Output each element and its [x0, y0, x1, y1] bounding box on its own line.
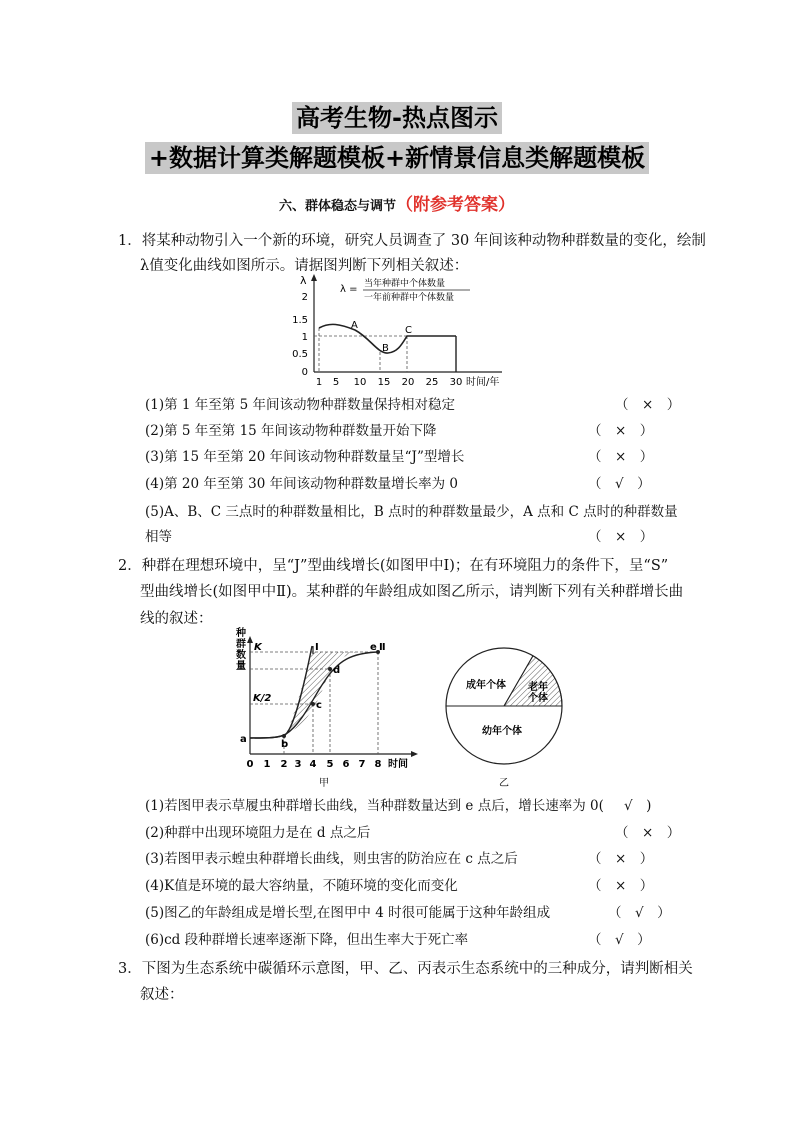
- q2-item-1: (1)若图甲表示草履虫种群增长曲线，当种群数量达到 e 点后，增长速率为 0(: [145, 798, 604, 814]
- q3-stem-line-1: 3．下图为生态系统中碳循环示意图，甲、乙、丙表示生态系统中的三种成分，请判断相关: [118, 961, 693, 977]
- q2-point-a: a: [240, 734, 247, 745]
- q1-item-1: (1)第 1 年至第 5 年间该动物种群数量保持相对稳定: [145, 397, 455, 413]
- q1-item-4: (4)第 20 年至第 30 年间该动物种群数量增长率为 0: [145, 476, 459, 492]
- answer-note: （附参考答案）: [396, 195, 515, 215]
- q1-point-b: B: [382, 343, 389, 354]
- q2-y-label-char: 量: [236, 661, 246, 672]
- q2-x-tick: 8: [374, 759, 382, 770]
- q2-pie-old-2: 个体: [528, 693, 548, 704]
- q2-point-c: c: [316, 700, 322, 711]
- q2-item-4: (4)K值是环境的最大容纳量，不随环境的变化而变化: [145, 878, 458, 894]
- q2-point-b: b: [281, 739, 289, 750]
- q2-item-2: (2)种群中出现环境阻力是在 d 点之后: [145, 825, 371, 841]
- q2-pie-young: 幼年个体: [482, 726, 522, 737]
- q2-k-label: K: [254, 642, 262, 653]
- q1-lambda-chart: [270, 272, 510, 390]
- title-line-2: [0, 142, 794, 174]
- q1-item-2: (2)第 5 年至第 15 年间该动物种群数量开始下降: [145, 423, 437, 439]
- q2-x-tick: 4: [309, 759, 317, 770]
- q1-formula-lhs: λ =: [340, 284, 358, 295]
- q2-stem-line-2: 型曲线增长(如图甲中Ⅱ)。某种群的年龄组成如图乙所示，请判断下列有关种群增长曲: [140, 584, 684, 600]
- q2-x-axis-label: 时间: [388, 759, 408, 770]
- q2-k2-label: K/2: [253, 693, 272, 704]
- q2-x-tick: 0: [246, 759, 254, 770]
- q2-item-3-answer: （ × ）: [588, 851, 654, 867]
- q2-item-3: (3)若图甲表示蝗虫种群增长曲线，则虫害的防治应在 c 点之后: [145, 851, 518, 867]
- q1-x-axis-label: 时间/年: [466, 377, 500, 388]
- q2-curve-1-label: Ⅰ: [315, 642, 319, 653]
- q2-growth-chart: [228, 626, 423, 790]
- title-line-1: [0, 102, 794, 134]
- q2-item-6: (6)cd 段种群增长速率逐渐下降，但出生率大于死亡率: [145, 932, 469, 948]
- q2-x-tick: 7: [358, 759, 366, 770]
- q3-stem-line-2: 叙述：: [140, 987, 184, 1003]
- q1-y-tick: 0: [301, 367, 308, 378]
- section-heading: [0, 190, 794, 215]
- q1-point-c: C: [405, 325, 412, 336]
- q2-point-d: d: [333, 665, 341, 676]
- q2-x-tick: 5: [326, 759, 334, 770]
- q2-item-6-answer: （ √ ）: [588, 932, 651, 948]
- title-main: 高考生物-热点图示: [292, 102, 502, 134]
- q1-x-tick: 30: [449, 377, 463, 388]
- q2-y-label-char: 种: [236, 628, 246, 639]
- q1-item-4-answer: （ √ ）: [588, 476, 651, 492]
- q2-x-tick: 6: [342, 759, 350, 770]
- q2-item-5-answer: （ √ ）: [608, 905, 671, 921]
- q1-item-2-answer: （ × ）: [588, 423, 654, 439]
- q1-item-5-cont: 相等: [145, 529, 172, 545]
- q2-hatched-area: [286, 652, 358, 734]
- q1-x-tick: 15: [377, 377, 391, 388]
- q2-curve-2-label: Ⅱ: [379, 642, 386, 653]
- q1-item-5: (5)A、B、C 三点时的种群数量相比，B 点时的种群数量最少，A 点和 C 点时的种群数量: [145, 504, 678, 520]
- q1-y-tick: 2: [301, 292, 308, 303]
- q2-caption-b: 乙: [499, 778, 509, 789]
- q1-item-3: (3)第 15 年至第 20 年间该动物种群数量呈“J”型增长: [145, 449, 465, 465]
- q2-pie-adult: 成年个体: [466, 680, 506, 691]
- title-sub: +数据计算类解题模板+新情景信息类解题模板: [145, 142, 649, 174]
- q1-y-tick: 1.5: [292, 315, 308, 326]
- q1-formula-den: 一年前种群中个体数量: [364, 293, 455, 303]
- q1-stem-line-1: 1．将某种动物引入一个新的环境，研究人员调查了 30 年间该种动物种群数量的变化，绘制: [118, 233, 706, 249]
- q2-item-1-answer: √ ): [624, 798, 652, 814]
- q2-x-tick: 1: [263, 759, 271, 770]
- q2-stem-line-3: 线的叙述：: [140, 611, 213, 627]
- q2-y-label-char: 数: [236, 650, 246, 661]
- q2-age-pie: [440, 640, 570, 792]
- q1-item-5-answer: （ × ）: [588, 529, 654, 545]
- q1-y-tick: 1: [301, 332, 308, 343]
- q1-y-axis-label: λ: [300, 274, 307, 287]
- section-label: 六、群体稳态与调节: [278, 199, 396, 214]
- q1-x-tick: 25: [425, 377, 439, 388]
- q2-pie-old-1: 老年: [528, 682, 548, 693]
- q2-x-tick: 3: [294, 759, 302, 770]
- q1-stem-line-2: λ值变化曲线如图所示。请据图判断下列相关叙述：: [140, 258, 469, 274]
- q1-item-1-answer: （ × ）: [615, 397, 681, 413]
- q1-y-tick: 0.5: [292, 349, 308, 360]
- q2-x-tick: 2: [280, 759, 288, 770]
- q2-item-5: (5)图乙的年龄组成是增长型,在图甲中 4 时很可能属于这种年龄组成: [145, 905, 551, 921]
- q2-stem-line-1: 2．种群在理想环境中，呈“J”型曲线增长(如图甲中Ⅰ)；在有环境阻力的条件下，呈“S”: [118, 558, 669, 574]
- q1-x-tick: 5: [332, 377, 340, 388]
- q1-item-3-answer: （ × ）: [588, 449, 654, 465]
- q2-item-4-answer: （ × ）: [588, 878, 654, 894]
- q1-x-tick: 20: [401, 377, 415, 388]
- q2-point-e: e: [370, 642, 377, 653]
- q1-x-tick: 1: [315, 377, 323, 388]
- q2-caption-a: 甲: [319, 778, 329, 789]
- q1-formula-num: 当年种群中个体数量: [364, 279, 446, 289]
- q1-point-a: A: [351, 320, 358, 331]
- q2-item-2-answer: （ × ）: [615, 825, 681, 841]
- q1-x-tick: 10: [353, 377, 367, 388]
- q2-y-label-char: 群: [236, 639, 246, 650]
